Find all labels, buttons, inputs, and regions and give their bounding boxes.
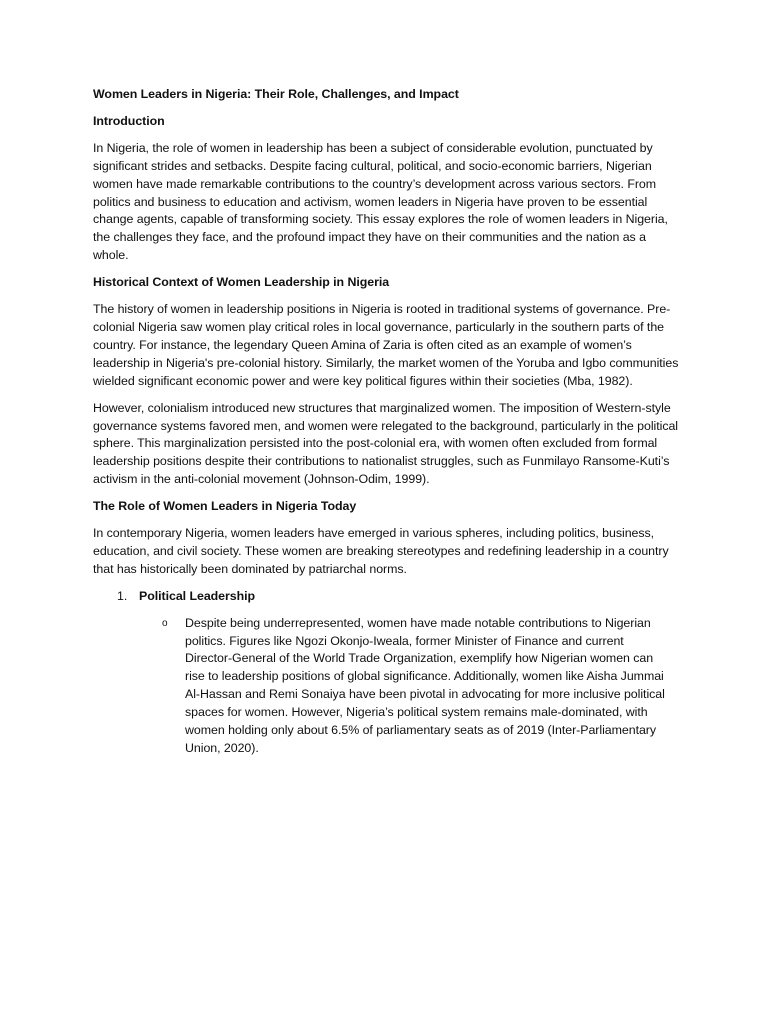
section-heading-introduction: Introduction (93, 113, 165, 128)
section-heading-historical-context: Historical Context of Women Leadership in Nigeria (93, 275, 390, 290)
document-title: Women Leaders in Nigeria: Their Role, Challenges, and Impact (93, 87, 459, 101)
introduction-paragraph: In Nigeria, the role of women in leadership has been a subject of considerable evolution, punctuated by significant strides and setbacks. Despite facing cultural, political, and socio-economic barriers, Nigerian women have made remarkable contributions to the country’s development across various sectors. From politics and business to education and activism, women leaders in Nigeria have proven to be essential change agents, capable of transforming society. This essay explores the role of women leaders in Nigeria, the challenges they face, and the profound impact they have on their communities and the nation as a whole. (93, 140, 668, 263)
list-item-political-leadership (93, 588, 683, 606)
bullet-text: Despite being underrepresented, women have made notable contributions to Nigerian politics. Figures like Ngozi Okonjo-Iweala, former Minister of Finance and current Director-General of the World Trade Organization, exemplify how Nigerian women can rise to leadership positions of global significance. Additionally, women like Aisha Jummai Al-Hassan and Remi Sonaiya have been pivotal in advocating for more inclusive political spaces for women. However, Nigeria’s political system remains male-dominated, with women holding only about 6.5% of parliamentary seats as of 2019 (Inter-Parliamentary Union, 2020). (185, 615, 665, 755)
role-today-paragraph: In contemporary Nigeria, women leaders have emerged in various spheres, including politics, business, education, and civil society. These women are breaking stereotypes and redefining leadership in a country that has historically been dominated by patriarchal norms. (93, 526, 669, 576)
hollow-bullet-icon: o (162, 617, 168, 629)
historical-context-paragraph-1: The history of women in leadership positions in Nigeria is rooted in traditional systems of governance. Pre-colonial Nigeria saw women play critical roles in local governance, particularly in the southern parts of the country. For instance, the legendary Queen Amina of Zaria is often cited as an example of women’s leadership in Nigeria's pre-colonial history. Similarly, the market women of the Yoruba and Igbo communities wielded significant economic power and were key political figures within their societies (Mba, 1982). (93, 302, 679, 388)
list-number: 1. (117, 588, 128, 603)
document-content (93, 86, 683, 758)
historical-context-paragraph-2: However, colonialism introduced new structures that marginalized women. The imposition of Western-style governance systems favored men, and women were relegated to the background, particularly in the political sphere. This marginalization persisted into the post-colonial era, with women often excluded from formal leadership positions despite their contributions to nationalist struggles, such as Funmilayo Ransome-Kuti’s activism in the anti-colonial movement (Johnson-Odim, 1999). (93, 400, 679, 487)
list-item-label: Political Leadership (139, 588, 256, 603)
bullet-item-political-leadership (162, 615, 667, 758)
numbered-list (93, 588, 683, 758)
section-heading-role-today: The Role of Women Leaders in Nigeria Today (93, 499, 357, 514)
